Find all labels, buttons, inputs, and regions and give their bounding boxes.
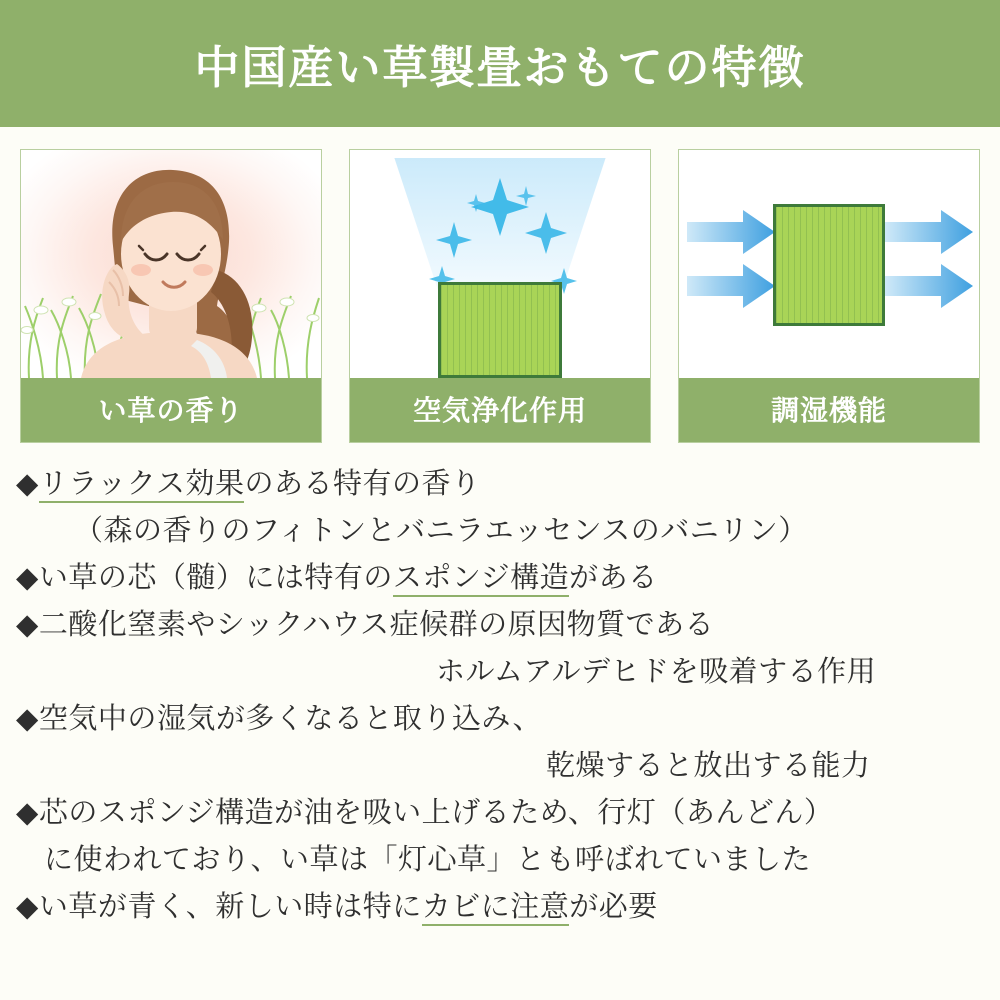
- diamond-bullet-icon: ◆: [16, 796, 39, 829]
- feature-text: のある特有の香り: [244, 468, 481, 500]
- feature-line: [16, 837, 984, 884]
- feature-text: い草が青く、新しい時は特に: [38, 890, 422, 923]
- diamond-bullet-icon: ◆: [16, 890, 39, 923]
- feature-text: 二酸化窒素やシックハウス症候群の原因物質である: [38, 608, 715, 641]
- card-humidity-control: [678, 149, 980, 443]
- tatami-mat-icon: [773, 204, 885, 326]
- relaxing-woman-icon: [21, 150, 321, 378]
- card-fragrance-label: い草の香り: [21, 378, 321, 442]
- card-fragrance-art: [21, 150, 321, 378]
- tatami-mat-icon: [438, 282, 562, 378]
- highlighted-text: リラックス効果: [39, 468, 245, 503]
- diamond-bullet-icon: ◆: [16, 702, 39, 735]
- card-air-purification-art: [350, 150, 650, 378]
- feature-text: 芯のスポンジ構造が油を吸い上げるため、行灯（あんどん）: [38, 796, 834, 829]
- feature-text: ホルムアルデヒドを吸着する作用: [436, 655, 877, 688]
- feature-text: 乾燥すると放出する能力: [546, 749, 871, 782]
- feature-text: に使われており、い草は「灯心草」とも呼ばれていました: [44, 843, 812, 876]
- feature-list: [0, 443, 1000, 931]
- card-air-purification-label: 空気浄化作用: [350, 378, 650, 442]
- feature-text: がある: [569, 561, 658, 594]
- feature-text: い草の芯（髄）には特有の: [38, 561, 393, 594]
- card-humidity-control-art: [679, 150, 979, 378]
- card-fragrance: [20, 149, 322, 443]
- feature-line: [16, 649, 984, 696]
- diamond-bullet-icon: ◆: [16, 468, 39, 500]
- feature-line: [16, 461, 984, 508]
- diamond-bullet-icon: ◆: [16, 608, 39, 641]
- feature-line: [16, 884, 984, 931]
- feature-text: （森の香りのフィトンとバニラエッセンスのバニリン）: [74, 514, 808, 547]
- diamond-bullet-icon: ◆: [16, 561, 39, 594]
- card-air-purification: [349, 149, 651, 443]
- feature-line: [16, 790, 984, 837]
- feature-text: 空気中の湿気が多くなると取り込み、: [38, 702, 543, 735]
- card-humidity-control-label: 調湿機能: [679, 378, 979, 442]
- page-header: [0, 0, 1000, 127]
- feature-cards: [0, 127, 1000, 443]
- feature-line: [16, 508, 984, 555]
- feature-text: が必要: [569, 890, 658, 923]
- feature-line: [16, 602, 984, 649]
- highlighted-text: カビに注意: [422, 891, 570, 926]
- feature-line: [16, 743, 984, 790]
- feature-line: [16, 696, 984, 743]
- page-title: 中国産い草製畳おもての特徴: [194, 42, 806, 93]
- feature-line: [16, 555, 984, 602]
- highlighted-text: スポンジ構造: [393, 562, 569, 597]
